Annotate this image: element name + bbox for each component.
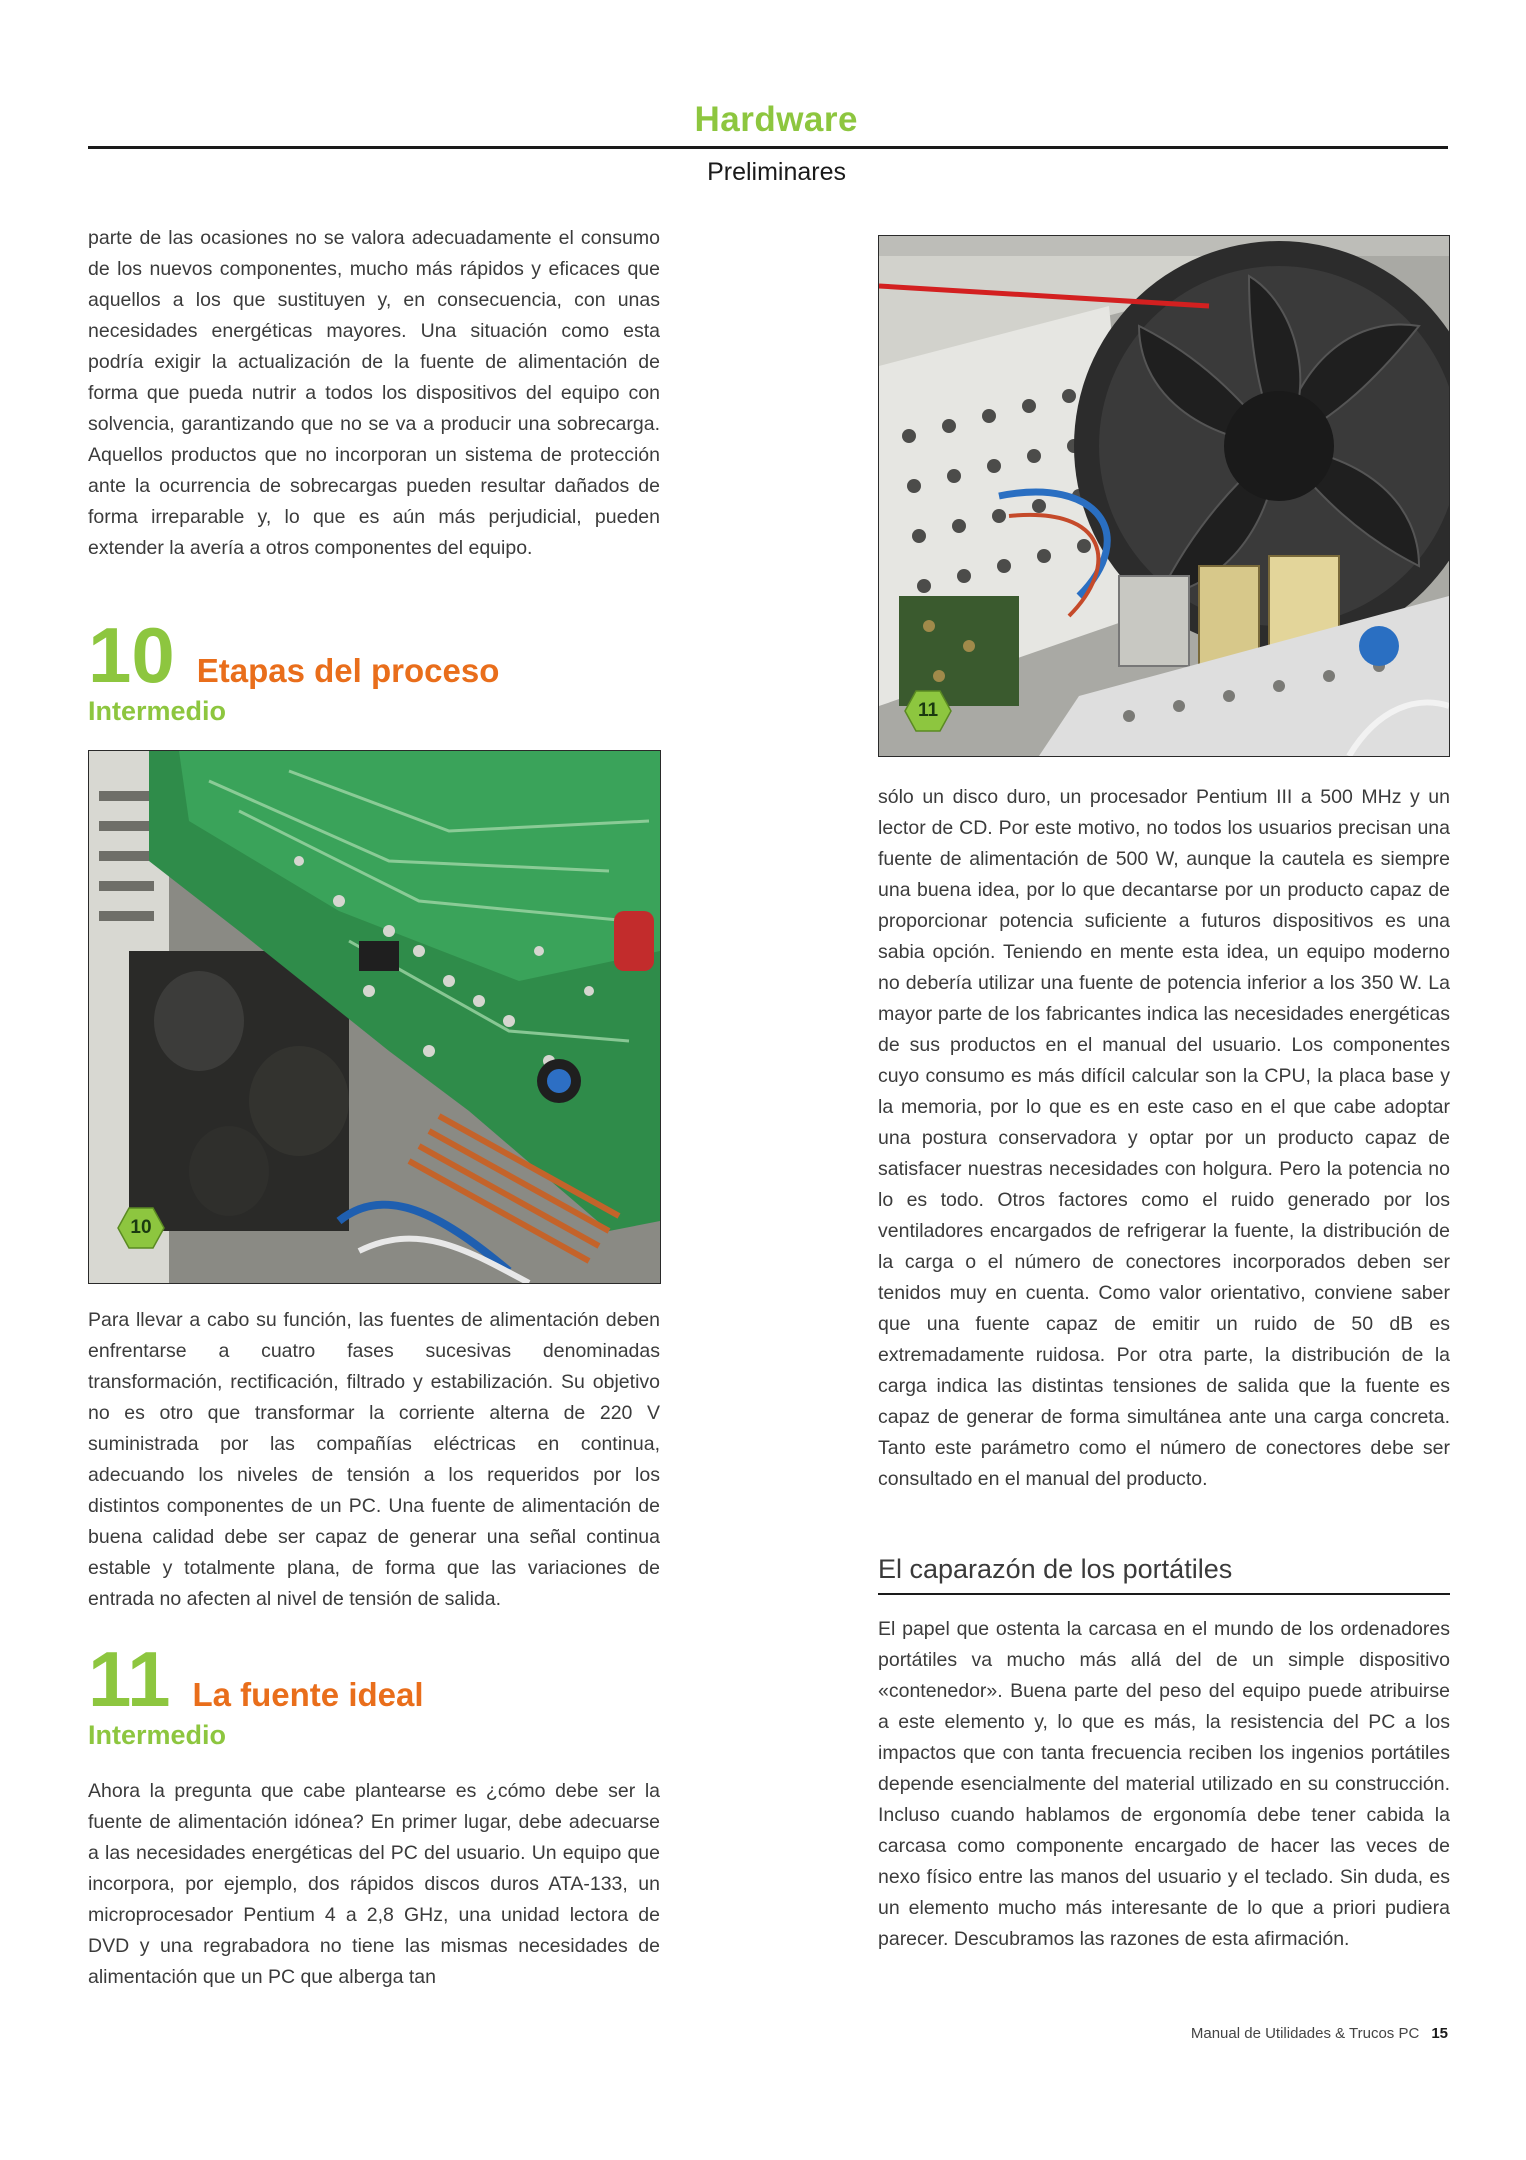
right-paragraph-1: sólo un disco duro, un procesador Pentium III a 500 MHz y un lector de CD. Por este motivo, no todos los usuarios precisan una fuente de alimentación de 500 W, aunque la cautela es siempre una buena idea, por lo que decantarse por un producto capaz de proporcionar potencia suficiente a futuros dispositivos es una sabia opción. Teniendo en mente esta idea, un equipo moderno no debería utilizar una fuente de potencia inferior a los 350 W. La mayor parte de los fabricantes indica las necesidades energéticas de sus productos en el manual del usuario. Los componentes cuyo consumo es más difícil calcular son la CPU, la placa base y la memoria, por lo que es en este caso en el que cabe adoptar una postura conservadora y optar por un producto capaz de satisfacer nuestras necesidades con holgura. Pero la potencia no lo es todo. Otros factores como el ruido generado por los ventiladores encargados de refrigerar la fuente, la distribución de la carga o el número de conectores incorporados deben ser tenidos muy en cuenta. Como valor orientativo, conviene saber que una fuente capaz de emitir un ruido de 50 dB es extremadamente ruidosa. Por otra parte, la distribución de la carga indica las distintas tensiones de salida que la fuente es capaz de generar de forma simultánea ante una carga concreta. Tanto este parámetro como el número de conectores debe ser consultado en el manual del producto.: [878, 786, 1450, 1490]
badge-10-label: 10: [130, 1217, 152, 1238]
right-paragraph-2: El papel que ostenta la carcasa en el mundo de los ordenadores portátiles va mucho más allá del de un simple dispositivo «contenedor». Buena parte del peso del equipo puede atribuirse a este elemento y, lo que es más, la resistencia del PC a los impactos que con tanta frecuencia reciben los ingenios portátiles depende esencialmente del material utilizado en su construcción. Incluso cuando hablamos de ergonomía debe tener cabida la carcasa como componente encargado de hacer las veces de nexo físico entre las manos del usuario y el teclado. Sin duda, es un elemento mucho más interesante de lo que a priori pudiera parecer. Descubramos las razones de esta afirmación.: [878, 1618, 1450, 1950]
power-supply-fan-image: [879, 236, 1449, 756]
header-divider: [88, 146, 1448, 149]
section-subtitle: Preliminares: [707, 158, 846, 186]
section-11-title: La fuente ideal: [192, 1676, 424, 1713]
section-11-body: [88, 1776, 660, 1993]
page-number: 15: [1431, 2025, 1448, 2042]
section-11-number: 11: [88, 1635, 171, 1723]
intro-paragraph: parte de las ocasiones no se valora adecuadamente el consumo de los nuevos componentes, mucho más rápidos y eficaces que aquellos a los que sustituyen y, en consecuencia, con unas necesidades energéticas mayores. Una situación como esta podría exigir la actualización de la fuente de alimentación de forma que pueda nutrir a todos los dispositivos del equipo con solvencia, garantizando que no se va a producir una sobrecarga. Aquellos productos que no incorporan un sistema de protección ante la ocurrencia de sobrecargas pueden resultar dañados de forma irreparable y, lo que es aún más perjudicial, pueden extender la avería a otros componentes del equipo.: [88, 227, 660, 559]
section-11-level: Intermedio: [88, 1720, 227, 1750]
subheading-portatiles: El caparazón de los portátiles: [878, 1554, 1450, 1595]
section-10-body: [88, 1305, 660, 1615]
intro-column: [88, 223, 660, 564]
section-10-title: Etapas del proceso: [196, 652, 500, 689]
section-11-heading: [88, 1635, 660, 1751]
section-10-level: Intermedio: [88, 696, 227, 726]
photo-10-circuit-board: [88, 750, 661, 1284]
section-10-heading: [88, 611, 660, 727]
badge-11-label: 11: [917, 700, 939, 721]
badge-10: [117, 1207, 165, 1249]
section-11-paragraph: Ahora la pregunta que cabe plantearse es ¿cómo debe ser la fuente de alimentación idónea? En primer lugar, debe adecuarse a las necesidades energéticas del PC del usuario. Un equipo que incorpora, por ejemplo, dos rápidos discos duros ATA-133, un microprocesador Pentium 4 a 2,8 GHz, una unidad lectora de DVD y una regrabadora no tiene las mismas necesidades de alimentación que un PC que alberga tan: [88, 1780, 660, 1988]
section-10-number: 10: [88, 611, 175, 699]
right-body-2: [878, 1614, 1450, 1955]
circuit-board-image: [89, 751, 660, 1283]
section-10-paragraph: Para llevar a cabo su función, las fuentes de alimentación deben enfrentarse a cuatro fases sucesivas denominadas transformación, rectificación, filtrado y estabilización. Su objetivo no es otro que transformar la corriente alterna de 220 V suministrada por las compañías eléctricas en continua, adecuando los niveles de tensión a los requeridos por los distintos componentes de un PC. Una fuente de alimentación de buena calidad debe ser capaz de generar una señal continua estable y totalmente plana, de forma que las variaciones de entrada no afecten al nivel de tensión de salida.: [88, 1309, 660, 1610]
badge-11: [904, 690, 952, 732]
section-title: Hardware: [694, 100, 858, 139]
photo-11-fan: [878, 235, 1450, 757]
page-footer: [1000, 2025, 1448, 2042]
footer-label: Manual de Utilidades & Trucos PC: [1190, 2025, 1420, 2042]
right-body-1: [878, 782, 1450, 1495]
